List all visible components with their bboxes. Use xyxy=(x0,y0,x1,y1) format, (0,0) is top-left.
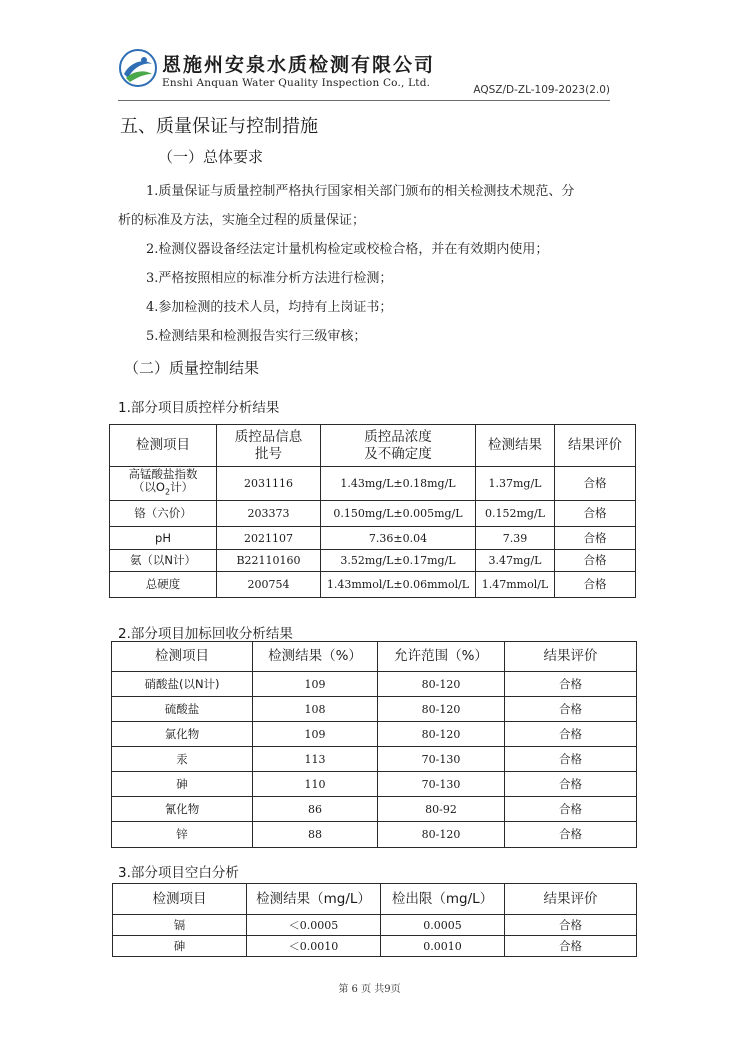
table-header-row xyxy=(112,642,637,672)
col-header-batch xyxy=(217,425,321,467)
cell-item: 汞 xyxy=(112,747,253,772)
cell-item-subscript: 2 xyxy=(164,487,171,497)
cell-limit: 0.0010 xyxy=(381,936,505,957)
paragraph-4: 4.参加检测的技术人员，均持有上岗证书； xyxy=(146,300,393,315)
col-header-item: 检测项目 xyxy=(110,425,217,467)
cell-eval: 合格 xyxy=(505,747,637,772)
cell-result: 88 xyxy=(253,822,378,848)
table-row xyxy=(112,822,637,848)
cell-eval: 合格 xyxy=(555,467,636,501)
cell-limit: 0.0005 xyxy=(381,915,505,936)
table-row xyxy=(112,772,637,797)
table-header-row xyxy=(110,425,636,467)
letterhead xyxy=(118,48,610,100)
table2-title: 2.部分项目加标回收分析结果 xyxy=(118,626,293,642)
col-header-result: 检测结果（%） xyxy=(253,642,378,672)
cell-item: 铬（六价） xyxy=(110,501,217,527)
table-row xyxy=(112,672,637,697)
table1-title: 1.部分项目质控样分析结果 xyxy=(118,400,280,416)
cell-result: 110 xyxy=(253,772,378,797)
table-row xyxy=(110,572,636,598)
table-row xyxy=(113,936,637,957)
col-header-concentration xyxy=(321,425,476,467)
table3-title: 3.部分项目空白分析 xyxy=(118,865,239,881)
cell-range: 80-92 xyxy=(378,797,505,822)
cell-eval: 合格 xyxy=(555,550,636,572)
paragraph-5: 5.检测结果和检测报告实行三级审核； xyxy=(146,329,367,344)
cell-item xyxy=(110,467,217,501)
col-header-batch-line1: 质控品信息 xyxy=(234,428,303,445)
cell-result: 108 xyxy=(253,697,378,722)
paragraph-1-line-2: 析的标准及方法，实施全过程的质量保证； xyxy=(118,213,366,228)
cell-eval: 合格 xyxy=(505,915,637,936)
paragraph-2: 2.检测仪器设备经法定计量机构检定或校检合格，并在有效期内使用； xyxy=(146,242,549,257)
cell-concentration: 7.36±0.04 xyxy=(321,527,476,550)
table-header-row xyxy=(113,884,637,915)
cell-batch: 203373 xyxy=(217,501,321,527)
cell-result: 1.37mg/L xyxy=(476,467,555,501)
cell-result: 0.152mg/L xyxy=(476,501,555,527)
cell-range: 70-130 xyxy=(378,747,505,772)
table-row xyxy=(112,697,637,722)
cell-batch: 200754 xyxy=(217,572,321,598)
col-header-limit: 检出限（mg/L） xyxy=(381,884,505,915)
cell-result: 86 xyxy=(253,797,378,822)
cell-eval: 合格 xyxy=(505,697,637,722)
cell-item: 镉 xyxy=(113,915,247,936)
table-row xyxy=(110,501,636,527)
col-header-eval: 结果评价 xyxy=(555,425,636,467)
cell-result: 109 xyxy=(253,722,378,747)
cell-eval: 合格 xyxy=(505,722,637,747)
col-header-result: 检测结果（mg/L） xyxy=(247,884,381,915)
qc-sample-table xyxy=(109,424,636,598)
cell-batch: B22110160 xyxy=(217,550,321,572)
cell-item-line2-b: 计） xyxy=(170,480,194,495)
document-code: AQSZ/D-ZL-109-2023(2.0) xyxy=(473,84,610,96)
cell-eval: 合格 xyxy=(505,936,637,957)
cell-item: pH xyxy=(110,527,217,550)
page-number: 第 6 页 共9页 xyxy=(338,984,401,995)
table-row xyxy=(110,467,636,501)
col-header-eval: 结果评价 xyxy=(505,884,637,915)
blank-analysis-table xyxy=(112,883,637,957)
general-requirements-title: （一）总体要求 xyxy=(158,148,264,166)
table-row xyxy=(112,747,637,772)
cell-eval: 合格 xyxy=(505,822,637,848)
table-row xyxy=(110,527,636,550)
cell-item-line2-a: （以O xyxy=(132,480,165,495)
cell-eval: 合格 xyxy=(555,572,636,598)
cell-eval: 合格 xyxy=(505,772,637,797)
col-header-result: 检测结果 xyxy=(476,425,555,467)
table-row xyxy=(113,915,637,936)
section-title: 五、质量保证与控制措施 xyxy=(120,116,318,137)
cell-item: 氨（以N计） xyxy=(110,550,217,572)
cell-item: 锌 xyxy=(112,822,253,848)
cell-item: 砷 xyxy=(113,936,247,957)
cell-range: 80-120 xyxy=(378,822,505,848)
cell-concentration: 1.43mmol/L±0.06mmol/L xyxy=(321,572,476,598)
table-row xyxy=(112,722,637,747)
cell-item: 总硬度 xyxy=(110,572,217,598)
table-row xyxy=(112,797,637,822)
col-header-item: 检测项目 xyxy=(113,884,247,915)
cell-result: ＜0.0010 xyxy=(247,936,381,957)
cell-concentration: 3.52mg/L±0.17mg/L xyxy=(321,550,476,572)
col-header-batch-line2: 批号 xyxy=(255,445,282,462)
header-divider xyxy=(118,100,610,101)
cell-result: 1.47mmol/L xyxy=(476,572,555,598)
company-name-en: Enshi Anquan Water Quality Inspection Co., Ltd. xyxy=(162,77,431,89)
paragraph-1-line-1: 1.质量保证与质量控制严格执行国家相关部门颁布的相关检测技术规范、分 xyxy=(146,184,575,199)
cell-range: 80-120 xyxy=(378,722,505,747)
cell-eval: 合格 xyxy=(555,527,636,550)
cell-result: 3.47mg/L xyxy=(476,550,555,572)
cell-eval: 合格 xyxy=(505,672,637,697)
cell-range: 70-130 xyxy=(378,772,505,797)
cell-eval: 合格 xyxy=(505,797,637,822)
cell-range: 80-120 xyxy=(378,697,505,722)
col-header-conc-line2: 及不确定度 xyxy=(364,445,432,462)
cell-item: 砷 xyxy=(112,772,253,797)
spike-recovery-table xyxy=(111,641,637,848)
cell-eval: 合格 xyxy=(555,501,636,527)
cell-batch: 2031116 xyxy=(217,467,321,501)
cell-range: 80-120 xyxy=(378,672,505,697)
cell-item: 氰化物 xyxy=(112,797,253,822)
qc-results-title: （二）质量控制结果 xyxy=(124,359,260,377)
cell-item: 氯化物 xyxy=(112,722,253,747)
cell-concentration: 0.150mg/L±0.005mg/L xyxy=(321,501,476,527)
cell-item-line1: 高锰酸盐指数 xyxy=(128,467,198,482)
col-header-eval: 结果评价 xyxy=(505,642,637,672)
col-header-range: 允许范围（%） xyxy=(378,642,505,672)
cell-result: 109 xyxy=(253,672,378,697)
company-logo-icon xyxy=(118,48,158,88)
company-name-cn: 恩施州安泉水质检测有限公司 xyxy=(162,54,436,76)
col-header-conc-line1: 质控品浓度 xyxy=(364,428,432,445)
col-header-item: 检测项目 xyxy=(112,642,253,672)
cell-item: 硫酸盐 xyxy=(112,697,253,722)
cell-result: ＜0.0005 xyxy=(247,915,381,936)
cell-result: 113 xyxy=(253,747,378,772)
table-row xyxy=(110,550,636,572)
paragraph-3: 3.严格按照相应的标准分析方法进行检测； xyxy=(146,271,393,286)
cell-concentration: 1.43mg/L±0.18mg/L xyxy=(321,467,476,501)
cell-item: 硝酸盐(以N计) xyxy=(112,672,253,697)
cell-batch: 2021107 xyxy=(217,527,321,550)
cell-result: 7.39 xyxy=(476,527,555,550)
